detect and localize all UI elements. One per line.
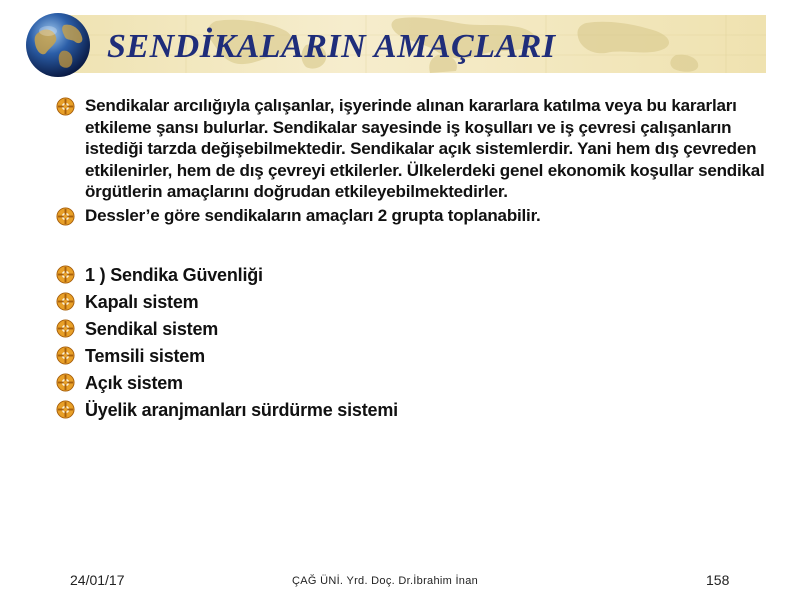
bullet-text: Dessler’e göre sendikaların amaçları 2 grupta toplanabilir.	[85, 205, 541, 225]
compass-bullet-icon	[56, 400, 75, 419]
bullet-paragraph-2	[56, 205, 771, 227]
compass-bullet-icon	[56, 292, 75, 311]
slide-content	[56, 95, 771, 424]
list-item	[56, 289, 771, 316]
footer-page-number: 158	[706, 572, 730, 588]
list-item	[56, 316, 771, 343]
list-item	[56, 262, 771, 289]
list-item-text: Temsili sistem	[85, 345, 205, 366]
footer-author: ÇAĞ ÜNİ. Yrd. Doç. Dr.İbrahim İnan	[292, 575, 479, 587]
spacer	[56, 227, 771, 262]
list-item-text: Üyelik aranjmanları sürdürme sistemi	[85, 399, 398, 420]
compass-bullet-icon	[56, 319, 75, 338]
list-item	[56, 397, 771, 424]
list-item-text: 1 ) Sendika Güvenliği	[85, 264, 263, 285]
bullet-paragraph-1	[56, 95, 771, 203]
compass-bullet-icon	[56, 346, 75, 365]
list-item-text: Sendikal sistem	[85, 318, 219, 339]
list-item	[56, 343, 771, 370]
list-item-text: Açık sistem	[85, 372, 183, 393]
globe-icon	[24, 11, 92, 79]
compass-bullet-icon	[56, 207, 75, 226]
bullet-text: Sendikalar arcılığıyla çalışanlar, işyerinde alınan kararlara katılma veya bu kararları etkileme şansı bulurlar. Sendikalar sayesinde iş koşulları ve iş çevresi çalışanların istediği tarzda değişebilmektedir. Sendikalar açık sistemlerdir. Yani hem dış çevreden etkilenirler, hem de dış çevreyi etkilerler. Ülkelerdeki genel ekonomik koşullar sendikal örgütlerin amaçlarını doğrudan etkileyebilmektedirler.	[85, 96, 765, 202]
compass-bullet-icon	[56, 373, 75, 392]
footer-date: 24/01/17	[70, 572, 125, 588]
compass-bullet-icon	[56, 265, 75, 284]
compass-bullet-icon	[56, 97, 75, 116]
list-item	[56, 370, 771, 397]
list-item-text: Kapalı sistem	[85, 291, 199, 312]
slide-title: SENDİKALARIN AMAÇLARI	[107, 28, 556, 65]
